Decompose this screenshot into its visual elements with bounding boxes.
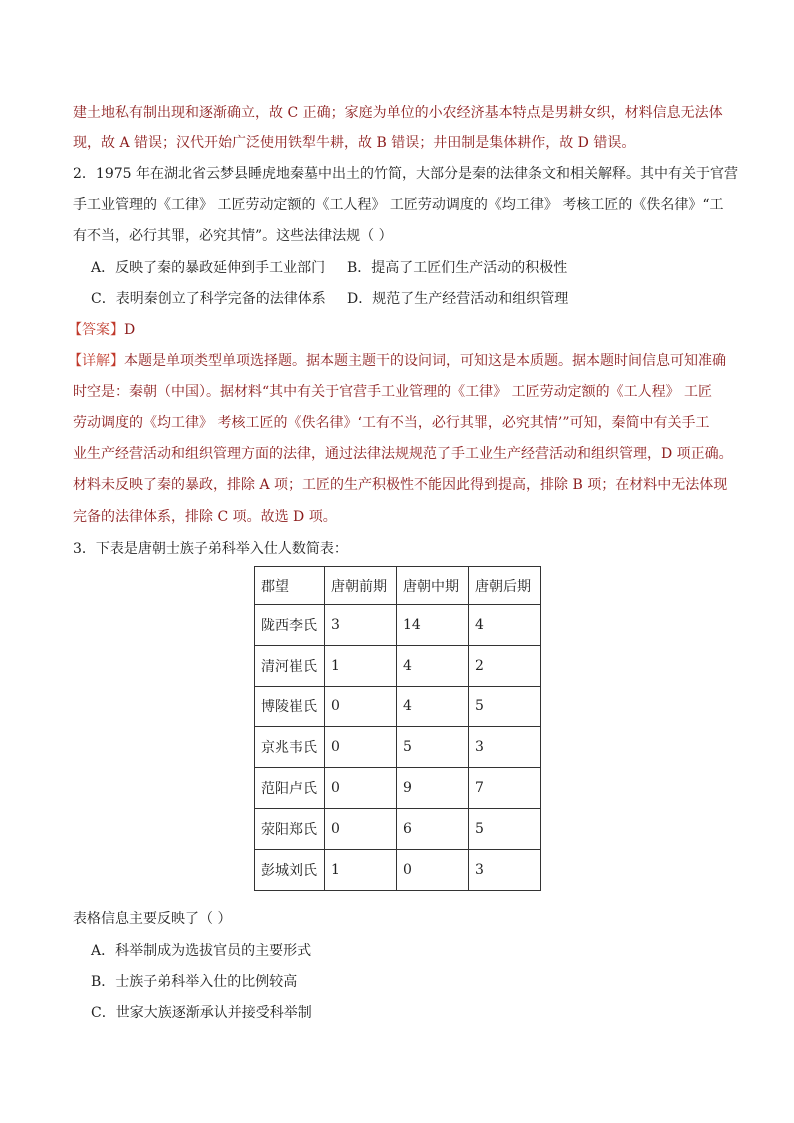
table-cell-count: 9 xyxy=(397,768,469,809)
q2-detail-line-5: 材料未反映了秦的暴政，排除 A 项；工匠的生产积极性不能因此得到提高，排除 B 项；在材料中无法体现 xyxy=(73,477,728,493)
table-row xyxy=(255,727,541,768)
table-cell-clan: 陇西李氏 xyxy=(255,605,325,646)
table-cell-count: 7 xyxy=(469,768,541,809)
q3-stem: 3．下表是唐朝士族子弟科举入仕人数简表： xyxy=(73,541,348,557)
table-cell-count: 0 xyxy=(325,768,397,809)
table-row xyxy=(255,686,541,727)
table-row xyxy=(255,808,541,849)
table-cell-clan: 彭城刘氏 xyxy=(255,849,325,890)
table-cell-count: 0 xyxy=(325,686,397,727)
table-cell-count: 0 xyxy=(325,808,397,849)
table-cell-clan: 京兆韦氏 xyxy=(255,727,325,768)
table-cell-clan: 范阳卢氏 xyxy=(255,768,325,809)
table-header-row xyxy=(255,567,541,605)
table-row xyxy=(255,605,541,646)
table-header-cell: 郡望 xyxy=(255,567,325,605)
table-cell-count: 1 xyxy=(325,645,397,686)
answer-tag: 【答案】 xyxy=(68,322,124,338)
q2-detail-line-6: 完备的法律体系，排除 C 项。故选 D 项。 xyxy=(73,509,337,525)
table-cell-count: 4 xyxy=(469,605,541,646)
table-cell-clan: 清河崔氏 xyxy=(255,645,325,686)
q2-stem-line-3: 有不当，必行其罪，必究其情”。这些法律法规（ ） xyxy=(73,228,393,244)
q2-answer xyxy=(68,320,135,340)
table-row xyxy=(255,849,541,890)
table-cell-count: 0 xyxy=(325,727,397,768)
answer-value: D xyxy=(124,322,136,338)
q2-stem-line-2: 手工业管理的《工律》 工匠劳动定额的《工人程》 工匠劳动调度的《均工律》 考核工匠的《佚名律》“工 xyxy=(73,197,724,213)
q3-option-a: A．科举制成为选拔官员的主要形式 xyxy=(91,943,312,959)
table-cell-count: 5 xyxy=(469,686,541,727)
q2-option-a: A．反映了秦的暴政延伸到手工业部门 xyxy=(91,260,326,276)
table-cell-count: 1 xyxy=(325,849,397,890)
keju-table xyxy=(254,566,541,891)
table-cell-count: 3 xyxy=(325,605,397,646)
table-cell-count: 6 xyxy=(397,808,469,849)
q2-detail-line-1 xyxy=(68,351,726,371)
q2-detail-line-4: 业生产经营活动和组织管理方面的法律，通过法律法规规范了手工业生产经营活动和组织管理，D 项正确。 xyxy=(73,446,733,462)
q2-option-c: C．表明秦创立了科学完备的法律体系 xyxy=(91,291,326,307)
table-cell-count: 5 xyxy=(469,808,541,849)
table-row xyxy=(255,645,541,686)
q3-option-c: C．世家大族逐渐承认并接受科举制 xyxy=(91,1005,312,1021)
q2-option-d: D．规范了生产经营活动和组织管理 xyxy=(347,291,569,307)
table-cell-count: 3 xyxy=(469,727,541,768)
q3-question: 表格信息主要反映了（ ） xyxy=(73,911,232,927)
q2-detail-line-2: 时空是：秦朝（中国）。据材料“其中有关于官营手工业管理的《工律》 工匠劳动定额的《工人程》 工匠 xyxy=(73,384,713,400)
table-cell-count: 5 xyxy=(397,727,469,768)
table-cell-count: 4 xyxy=(397,686,469,727)
q2-detail-line-3: 劳动调度的《均工律》 考核工匠的《佚名律》‘工有不当，必行其罪，必究其情’”可知，秦简中有关手工 xyxy=(73,415,710,431)
prev-explanation-line-1: 建土地私有制出现和逐渐确立，故 C 正确；家庭为单位的小农经济基本特点是男耕女织，材料信息无法体 xyxy=(73,105,723,121)
prev-explanation-line-2: 现，故 A 错误；汉代开始广泛使用铁犁牛耕，故 B 错误；井田制是集体耕作，故 D 错误。 xyxy=(73,135,636,151)
table-cell-count: 0 xyxy=(397,849,469,890)
table-cell-count: 3 xyxy=(469,849,541,890)
table-header-cell: 唐朝前期 xyxy=(325,567,397,605)
q3-option-b: B．士族子弟科举入仕的比例较高 xyxy=(91,974,298,990)
table-cell-clan: 荥阳郑氏 xyxy=(255,808,325,849)
table-header-cell: 唐朝后期 xyxy=(469,567,541,605)
table-cell-count: 14 xyxy=(397,605,469,646)
table-cell-count: 2 xyxy=(469,645,541,686)
detail-text-1: 本题是单项类型单项选择题。据本题主题干的设问词，可知这是本质题。据本题时间信息可知准确 xyxy=(124,353,726,369)
q2-option-b: B．提高了工匠们生产活动的积极性 xyxy=(347,260,568,276)
table-cell-count: 4 xyxy=(397,645,469,686)
q2-stem-line-1: 2．1975 年在湖北省云梦县睡虎地秦墓中出土的竹简，大部分是秦的法律条文和相关解释。其中有关于官营 xyxy=(73,166,738,182)
detail-tag: 【详解】 xyxy=(68,353,124,369)
table-header-cell: 唐朝中期 xyxy=(397,567,469,605)
table-cell-clan: 博陵崔氏 xyxy=(255,686,325,727)
table-row xyxy=(255,768,541,809)
